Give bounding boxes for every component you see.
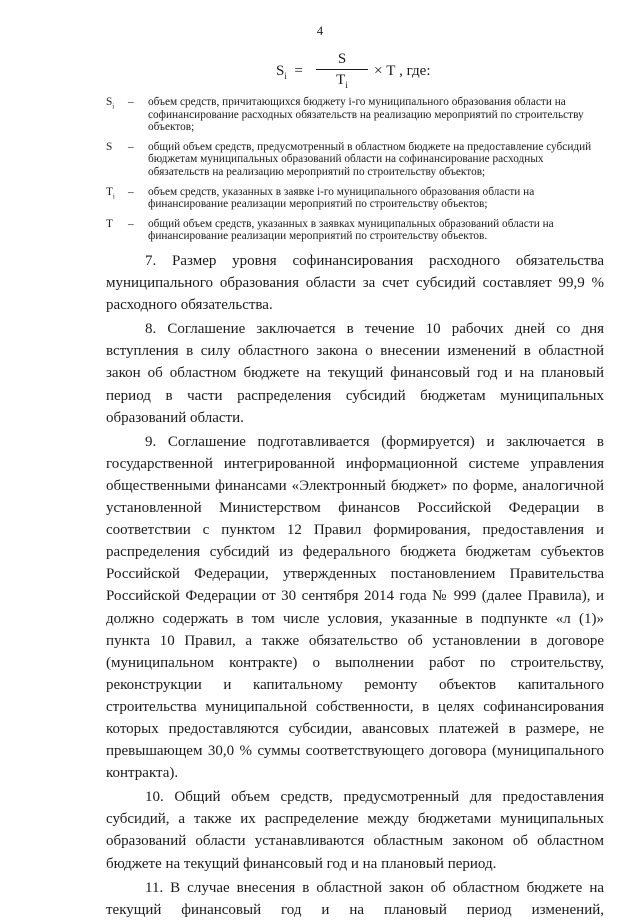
paragraph-10: 10. Общий объем средств, предусмотренный для предоставления субсидий, а также их распределение между бюджетами муниципальных образований области устанавливаются областным законом об областном бюджете на текущий финансовый год и на плановый период. (106, 789, 604, 872)
page-number: 4 (316, 24, 324, 38)
definition-item: Т – общий объем средств, указанных в заявках муниципальных образований области на финансирование реализации мероприятий по строительству объектов. (106, 218, 600, 243)
paragraph-9: 9. Соглашение подготавливается (формируется) и заключается в государственной интегрированной информационной системе управления общественными финансами «Электронный бюджет» по форме, аналогичной установленной Министерством финансов Российской Федерации в соответствии с пунктом 12 Правил формирования, предоставления и распределения субсидий из федерального бюджета бюджетам субъектов Российской Федерации, утвержденных постановлением Правительства Российской Федерации от 30 сентября 2014 года № 999 (далее Правила), и должно содержать в том числе условия, указанные в подпункте «л (1)» пункта 10 Правил, а также обязательство об установлении в договоре (муниципальном контракте) о выполнении работ по строительству, реконструкции и капитальному ремонту объектов капитального строительства муниципальной собственности, в целях софинансирования которых предоставляются субсидии, авансовых платежей в размере, не превышающем 30,0 % суммы соответствующего договора (муниципального контракта). (106, 433, 604, 782)
definition-symbol: S (106, 140, 113, 153)
paragraph-11: 11. В случае внесения в областной закон об областном бюджете на текущий финансовый год и на плановый период изменений, (106, 879, 604, 918)
document-body (106, 250, 604, 923)
formula-lhs: $S_i$ = (276, 63, 303, 81)
definition-text: общий объем средств, предусмотренный в областном бюджете на предоставление субсидий бюджетам муниципальных образований области на софинансирование расходных обязательств на реализацию мероприятий по строительству объектов; (148, 140, 592, 178)
definition-symbol: $Т_i$ (106, 185, 115, 200)
definition-text: объем средств, указанных в заявке i-го муниципального образования области на финансирование реализации мероприятий по строительству объектов; (148, 185, 535, 211)
paragraph-7: 7. Размер уровня софинансирования расходного обязательства муниципального образования области за счет субсидий составляет 99,9 % расходного обязательства. (106, 253, 604, 314)
formula-denominator: $T_i$ (336, 72, 348, 90)
definition-text: объем средств, причитающихся бюджету i-го муниципального образования области на софинансирование расходных обязательств на реализацию мероприятий по строительству объектов; (148, 96, 584, 134)
paragraph-8: 8. Соглашение заключается в течение 10 рабочих дней со дня вступления в силу областного закона о внесении изменений в областной закон об областном бюджете на текущий финансовый год и на плановый период в части распределения субсидий бюджетам муниципальных образований области. (106, 321, 604, 426)
definition-item: S – общий объем средств, предусмотренный в областном бюджете на предоставление субсидий бюджетам муниципальных образований области на софинансирование расходных обязательств на реализацию мероприятий по строительству объектов; (106, 141, 600, 179)
definition-symbol: $S_i$ (106, 96, 115, 111)
formula-numerator: S (337, 51, 347, 67)
formula-fraction (316, 50, 368, 95)
definition-symbol: Т (106, 217, 113, 230)
definition-item: $Т_i$ – объем средств, указанных в заявке i-го муниципального образования области на финансирование реализации мероприятий по строительству объектов; (106, 186, 600, 211)
definition-item: $S_i$ – объем средств, причитающихся бюджету i-го муниципального образования области на софинансирование расходных обязательств на реализацию мероприятий по строительству объектов; (106, 96, 600, 134)
definition-text: общий объем средств, указанных в заявках муниципальных образований области на финансирование реализации мероприятий по строительству объектов. (148, 217, 554, 243)
formula-rhs: × Т , где: (374, 63, 431, 79)
formula-definitions (106, 96, 600, 250)
